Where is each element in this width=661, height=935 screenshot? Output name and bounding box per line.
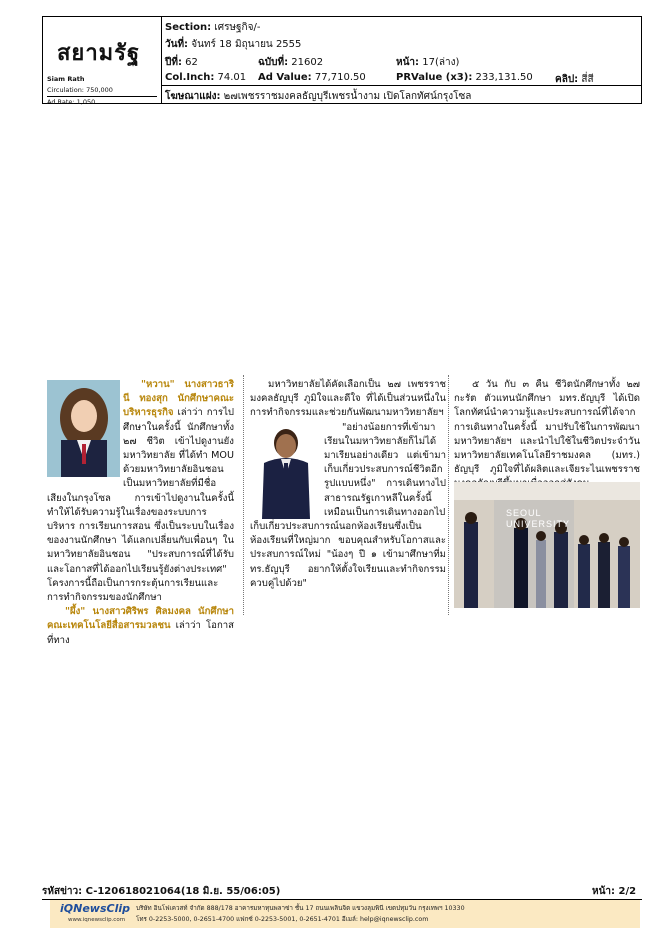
- article-column-1: [47, 378, 234, 648]
- advalue-label: Ad Value:: [258, 72, 312, 83]
- issue-row: [258, 55, 323, 70]
- company-address: บริษัท อินโฟเควสท์ จำกัด 888/178 อาคารมหาทุนพลาซ่า ชั้น 17 ถนนเพลินจิต แขวงลุมพินี เขตปทุมวัน กรุงเทพฯ 10330: [136, 905, 465, 912]
- clip-header: [42, 16, 642, 104]
- prvalue-value: 233,131.50: [475, 72, 533, 83]
- year-label: ปีที่:: [165, 57, 182, 68]
- section-label: Section:: [165, 22, 212, 33]
- iqnewsclip-logo: iQNewsClip: [60, 902, 130, 915]
- student-portrait-photo-2: [252, 423, 320, 519]
- advalue-value: 77,710.50: [314, 72, 366, 83]
- footer-bar: [50, 900, 640, 928]
- header-divider: [161, 85, 641, 86]
- section-row: [165, 20, 260, 35]
- column-divider-1: [243, 375, 244, 615]
- section-value: เศรษฐกิจ/-: [214, 22, 261, 33]
- body-text: เล่าว่า การไปศึกษาในครั้งนี้ นักศึกษาทั้ง ๒๗ ชีวิต เข้าไปดูงานยังมหาวิทยาลัย ที่ได้ทำ MOU ด้วยมหาวิทยาลัยอินชอน เป็นมหาวิทยาลัยที่มีชื่อเสียงในกรุงโซล การเข้าไปดูงานในครั้งนี้ ทำให้ได้รับความรู้ในเรื่องของระบบการบริหาร การเรียนการสอน ซึ่งเป็นระบบในเรื่องของงานนักศึกษา ได้แลกเปลี่ยนกับเพื่อนๆ ในมหาวิทยาลัยอินชอน "ประสบการณ์ที่ได้รับและโอกาสที่ได้ออกไปเรียนรู้ยังต่างประเทศ" โครงการนี้ถือเป็นการกระตุ้นการเรียนและการทำกิจกรรมของนักศึกษา: [47, 407, 234, 604]
- photo-float-spacer: [47, 378, 123, 478]
- body-text: มหาวิทยาลัยได้คัดเลือกเป็น ๒๗ เพชรราชมงคลธัญบุรี ภูมิใจและดีใจ ที่ได้เป็นส่วนหนึ่งในการทำกิจกรรมและช่วยกันพัฒนามหาวิทยาลัยฯ: [250, 379, 446, 419]
- body-text: "อย่างน้อยการที่เข้ามาเรียนในมหาวิทยาลัยก็ไม่ได้มาเรียนอย่างเดียว แต่เข้ามาเก็บเกี่ยวประสบการณ์ชีวิตอีกรูปแบบหนึ่ง" การเดินทางไปสาธารณรัฐเกาหลีในครั้งนี้ เหมือนเป็นการเดินทางออกไปเก็บเกี่ยวประสบการณ์นอกห้องเรียนซึ่งเป็นห้องเรียนที่ใหญ่มาก ขอบคุณสำหรับโอกาสและประสบการณ์ใหม่ "น้องๆ ปี ๑ เข้ามาศึกษาที่มทร.ธัญบุรี อยากให้ตั้งใจเรียนและทำกิจกรรมควบคู่ไปด้วย": [250, 421, 446, 589]
- news-id-value: C-120618021064(18 มิ.ย. 55/06:05): [85, 886, 281, 897]
- page-value: 17(ล่าง): [422, 57, 460, 68]
- colinch-row: [165, 72, 246, 83]
- advalue-row: [258, 72, 366, 83]
- date-value: จันทร์ 18 มิถุนายน 2555: [191, 39, 302, 50]
- issue-value: 21602: [291, 57, 324, 68]
- body-text: เล่าว่า โอกาสที่ทาง: [47, 620, 234, 646]
- col1-paragraph: [47, 605, 234, 648]
- date-row: [165, 37, 301, 52]
- news-id: [42, 884, 280, 899]
- year-value: 62: [185, 57, 198, 68]
- prvalue-row: [396, 72, 533, 83]
- publication-name: Siam Rath: [47, 75, 85, 83]
- page-row: [396, 55, 459, 70]
- page-label: หน้า:: [396, 57, 420, 68]
- footer-page: [592, 884, 636, 899]
- colinch-label: Col.Inch:: [165, 72, 215, 83]
- university-sign: SEOUL UNIVERSITY: [506, 508, 571, 529]
- colinch-value: 74.01: [217, 72, 247, 83]
- column-divider-2: [448, 375, 449, 615]
- col2-paragraph: [250, 378, 446, 421]
- masthead: [43, 17, 162, 106]
- headline-value: ๒๗เพชรราชมงคลธัญบุรีเพชรน้ำงาม เปิดโลกทัศน์กรุงโซล: [223, 91, 472, 102]
- prvalue-label: PRValue (x3):: [396, 72, 473, 83]
- newspaper-logo: สยามรัฐ: [57, 41, 141, 66]
- highlighted-name: "หวาน" นางสาวธารินี ทองสุก นักศึกษาคณะบริหารธุรกิจ: [123, 379, 234, 419]
- company-contact: โทร 0-2253-5000, 0-2651-4700 แฟกซ์ 0-2253-5001, 0-2651-4701 อีเมล์: help@iqnewsclip.com: [136, 916, 429, 923]
- article-column-3: [454, 378, 640, 492]
- year-row: [165, 55, 198, 70]
- date-label: วันที่:: [165, 39, 189, 50]
- footer-url[interactable]: www.iqnewsclip.com: [68, 917, 126, 923]
- group-visit-photo: [454, 482, 640, 608]
- news-id-label: รหัสข่าว:: [42, 886, 83, 897]
- footer-page-value: 2/2: [618, 886, 637, 897]
- circulation: Circulation: 750,000: [47, 86, 113, 94]
- headline-row: [165, 89, 471, 104]
- body-text: ๕ วัน กับ ๓ คืน ชีวิตนักศึกษาทั้ง ๒๗ กะรัต ตัวแทนนักศึกษา มทร.ธัญบุรี ได้เปิดโลกทัศน์นำความรู้และประสบการณ์ที่ได้จากการเดินทางในครั้งนี้ มาปรับใช้ในการพัฒนามหาวิทยาลัยฯ และนำไปใช้ในชีวิตประจำวัน มหาวิทยาลัยเทคโนโลยีราชมงคล (มทร.) ธัญบุรี ภูมิใจที่ได้ผลิตและเจียระไนเพชรราช: [454, 379, 640, 476]
- clip-value: สี่สี: [581, 74, 594, 85]
- headline-label: โฆษณาแฝง:: [165, 91, 221, 102]
- ad-rate: Ad Rate: 1,050: [47, 96, 157, 106]
- clip-label: คลิป:: [555, 74, 579, 85]
- footer-page-label: หน้า:: [592, 886, 616, 897]
- col3-paragraph: [454, 378, 640, 492]
- issue-label: ฉบับที่:: [258, 57, 289, 68]
- highlighted-name: "ผึ้ง" นางสาวศิริพร ศิลมงคล นักศึกษาคณะเทคโนโลยีสื่อสารมวลชน: [47, 606, 234, 632]
